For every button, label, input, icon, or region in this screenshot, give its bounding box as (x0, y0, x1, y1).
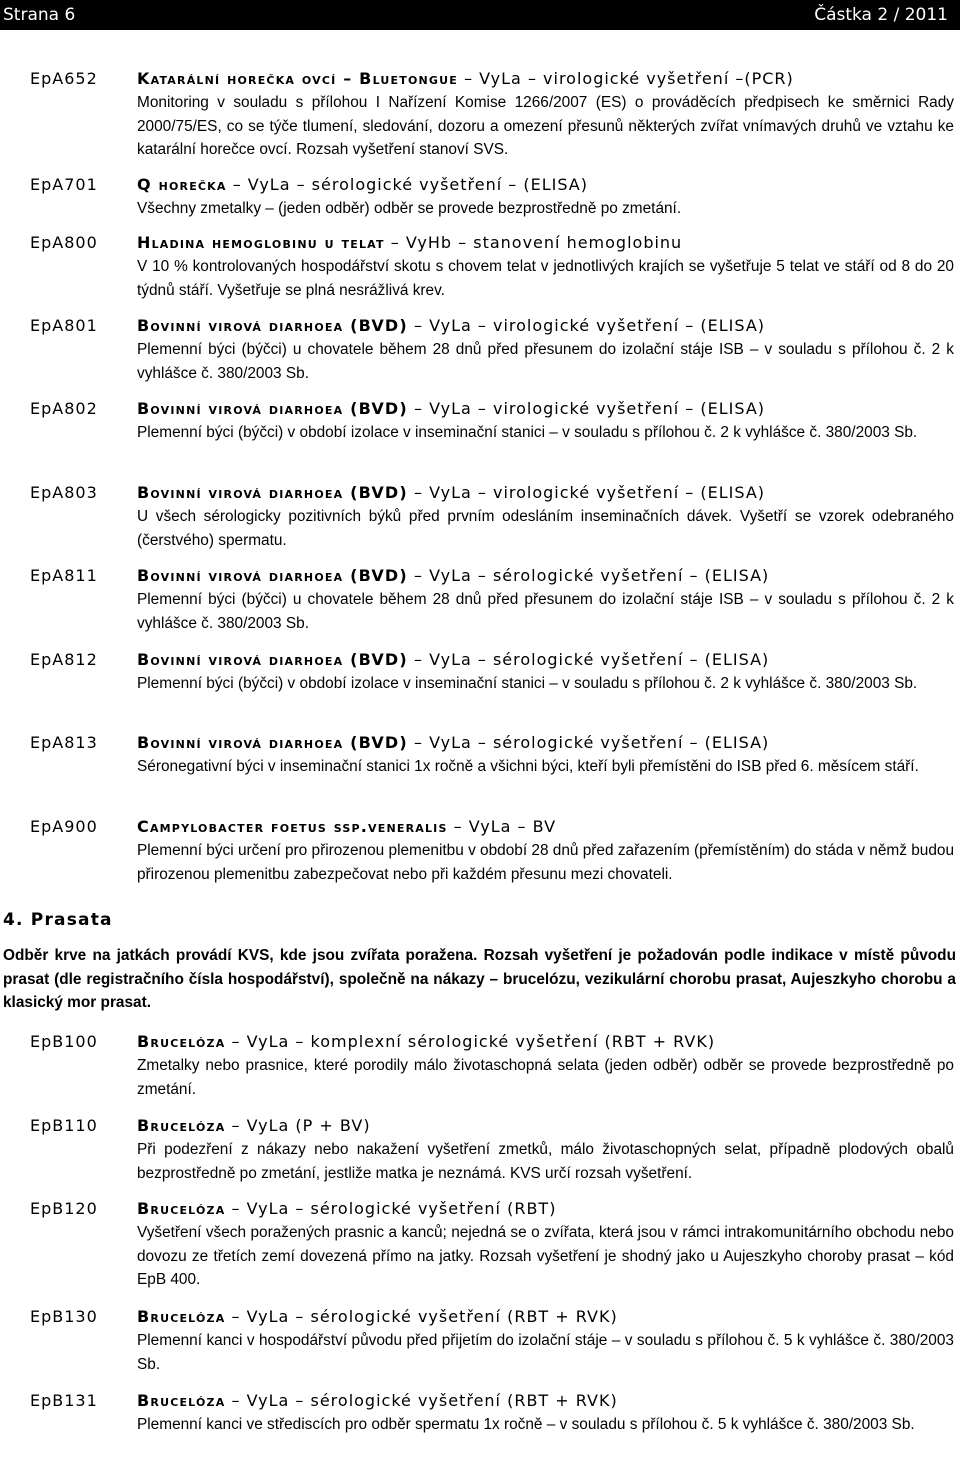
entry-disease: Bovinní virová diarhoea (BVD) (137, 399, 408, 418)
entry-disease: Bovinní virová diarhoea (BVD) (137, 566, 408, 585)
entry-description: Plemenní býci (býčci) v období izolace v inseminační stanici – v souladu s přílohou č. 2 k vyhlášce č. 380/2003 Sb. (137, 675, 918, 692)
entry-code: EpA812 (30, 650, 98, 669)
entry-description: Plemenní býci určení pro přirozenou plemenitbu v období 28 dnů před zařazením (přemístěním) do stáda v němž budou přirozenou plemenitbu zabezpečovat nebo při každém přesunu mezi chovateli. (137, 842, 955, 883)
entry-description: U všech sérologicky pozitivních býků před prvním odesláním inseminačních dávek. Vyšetří se vzorek odebraného (čerstvého) spermatu. (137, 508, 954, 549)
entry-description: Zmetalky nebo prasnice, které porodily málo životaschopná selata (jeden odběr) odběr se provede bezprostředně po zmetání. (137, 1057, 954, 1098)
entry-method: – VyLa – BV (447, 817, 557, 836)
entry-disease: Katarální horečka ovcí – Bluetongue (137, 69, 458, 88)
entry-method: – VyLa – sérologické vyšetření – (ELISA) (407, 566, 770, 585)
entry-method: – VyLa – sérologické vyšetření (RBT + RVK) (225, 1307, 618, 1326)
entry-code: EpA811 (30, 566, 98, 585)
entry-disease: Bovinní virová diarhoea (BVD) (137, 650, 408, 669)
page-number: Strana 6 (3, 5, 76, 25)
entry-method: – VyLa – virologické vyšetření –(PCR) (457, 69, 794, 88)
entry-disease: Campylobacter foetus ssp.veneralis (137, 817, 448, 836)
entry-disease: Brucelóza (137, 1116, 226, 1135)
entry-method: – VyLa – sérologické vyšetření – (ELISA) (407, 650, 770, 669)
entry-disease: Brucelóza (137, 1032, 226, 1051)
entry-method: – VyLa – sérologické vyšetření (RBT) (225, 1199, 557, 1218)
entry-method: – VyLa – sérologické vyšetření – (ELISA) (407, 733, 770, 752)
entry-method: – VyLa – virologické vyšetření – (ELISA) (407, 316, 765, 335)
entry-description: Plemenní kanci ve střediscích pro odběr spermatu 1x ročně – v souladu s přílohou č. 5 k vyhlášce č. 380/2003 Sb. (137, 1416, 915, 1433)
entry-disease: Brucelóza (137, 1199, 226, 1218)
entry-disease: Bovinní virová diarhoea (BVD) (137, 733, 408, 752)
entry-description: V 10 % kontrolovaných hospodářství skotu s chovem telat v jednotlivých krajích se vyšetřuje 5 telat ve stáří od 8 do 20 týdnů stáří. Vyšetřuje se plná nesrážlivá krev. (137, 258, 954, 299)
entry-method: – VyLa – sérologické vyšetření (RBT + RVK) (225, 1391, 618, 1410)
entry-code: EpA900 (30, 817, 98, 836)
entry-description: Plemenní býci (býčci) u chovatele během 28 dnů před přesunem do izolační stáje ISB – v souladu s přílohou č. 2 k vyhlášce č. 380/2003 Sb. (137, 341, 954, 382)
entry-disease: Bovinní virová diarhoea (BVD) (137, 483, 408, 502)
entry-code: EpB110 (30, 1116, 98, 1135)
entry-code: EpA813 (30, 733, 98, 752)
entry-description: Plemenní kanci v hospodářství původu před přijetím do izolační stáje – v souladu s přílohou č. 5 k vyhlášce č. 380/2003 Sb. (137, 1332, 954, 1373)
section-intro: Odběr krve na jatkách provádí KVS, kde jsou zvířata poražena. Rozsah vyšetření je požadován podle indikace v místě původu prasat (dle registračního čísla hospodářství), společně na nákazy – brucelózu, vezikulární chorobu prasat, Aujeszkyho chorobu a klasický mor prasat. (3, 947, 956, 1011)
issue-number: Částka 2 / 2011 (814, 5, 948, 25)
entry-code: EpA800 (30, 233, 98, 252)
entry-description: Séronegativní býci v inseminační stanici 1x ročně a všichni býci, kteří byli přemístěni do ISB před 6. měsícem stáří. (137, 758, 919, 775)
entry-method: – VyHb – stanovení hemoglobinu (384, 233, 683, 252)
page-header (0, 0, 960, 30)
entry-code: EpB130 (30, 1307, 98, 1326)
entry-code: EpB131 (30, 1391, 98, 1410)
entry-method: – VyLa – virologické vyšetření – (ELISA) (407, 483, 765, 502)
entry-disease: Hladina hemoglobinu u telat (137, 233, 385, 252)
entry-method: – VyLa – komplexní sérologické vyšetření (RBT + RVK) (225, 1032, 716, 1051)
entry-description: Při podezření z nákazy nebo nakažení vyšetření zmetků, málo životaschopných selat, případně plodových obalů bezprostředně po zmetání, jestliže matka je neznámá. KVS určí rozsah vyšetření. (137, 1141, 954, 1182)
entry-description: Všechny zmetalky – (jeden odběr) odběr se provede bezprostředně po zmetání. (137, 200, 682, 217)
entry-code: EpA803 (30, 483, 98, 502)
entry-method: – VyLa – virologické vyšetření – (ELISA) (407, 399, 765, 418)
entry-code: EpB100 (30, 1032, 98, 1051)
entry-description: Plemenní býci (býčci) v období izolace v inseminační stanici – v souladu s přílohou č. 2 k vyhlášce č. 380/2003 Sb. (137, 424, 918, 441)
entry-method: – VyLa (P + BV) (225, 1116, 371, 1135)
section-heading-prasata: 4. Prasata (3, 910, 113, 930)
entry-description: Vyšetření všech poražených prasnic a kanců; nejedná se o zvířata, která jsou v rámci intrakomunitárního obchodu nebo dovozu ze třetích zemí dovezená přímo na jatky. Rozsah vyšetření je shodný jako u Aujeszkyho choroby prasat – kód EpB 400. (137, 1224, 954, 1288)
entry-description: Plemenní býci (býčci) u chovatele během 28 dnů před přesunem do izolační stáje ISB – v souladu s přílohou č. 2 k vyhlášce č. 380/2003 Sb. (137, 591, 954, 632)
entry-disease: Brucelóza (137, 1307, 226, 1326)
entry-disease: Brucelóza (137, 1391, 226, 1410)
entry-method: – VyLa – sérologické vyšetření – (ELISA) (226, 175, 588, 194)
entry-description: Monitoring v souladu s přílohou I Nařízení Komise 1266/2007 (ES) o prováděcích předpisech ke směrnici Rady 2000/75/ES, co se týče tlumení, sledování, dozoru a omezení přesunů některých zvířat vnímavých druhů ve vztahu ke katarální horečce ovcí. Rozsah vyšetření stanoví SVS. (137, 94, 954, 158)
entry-disease: Q horečka (137, 175, 227, 194)
entry-code: EpA701 (30, 175, 98, 194)
entry-code: EpA652 (30, 69, 98, 88)
entry-disease: Bovinní virová diarhoea (BVD) (137, 316, 408, 335)
entry-code: EpA801 (30, 316, 98, 335)
entry-code: EpA802 (30, 399, 98, 418)
entry-code: EpB120 (30, 1199, 98, 1218)
